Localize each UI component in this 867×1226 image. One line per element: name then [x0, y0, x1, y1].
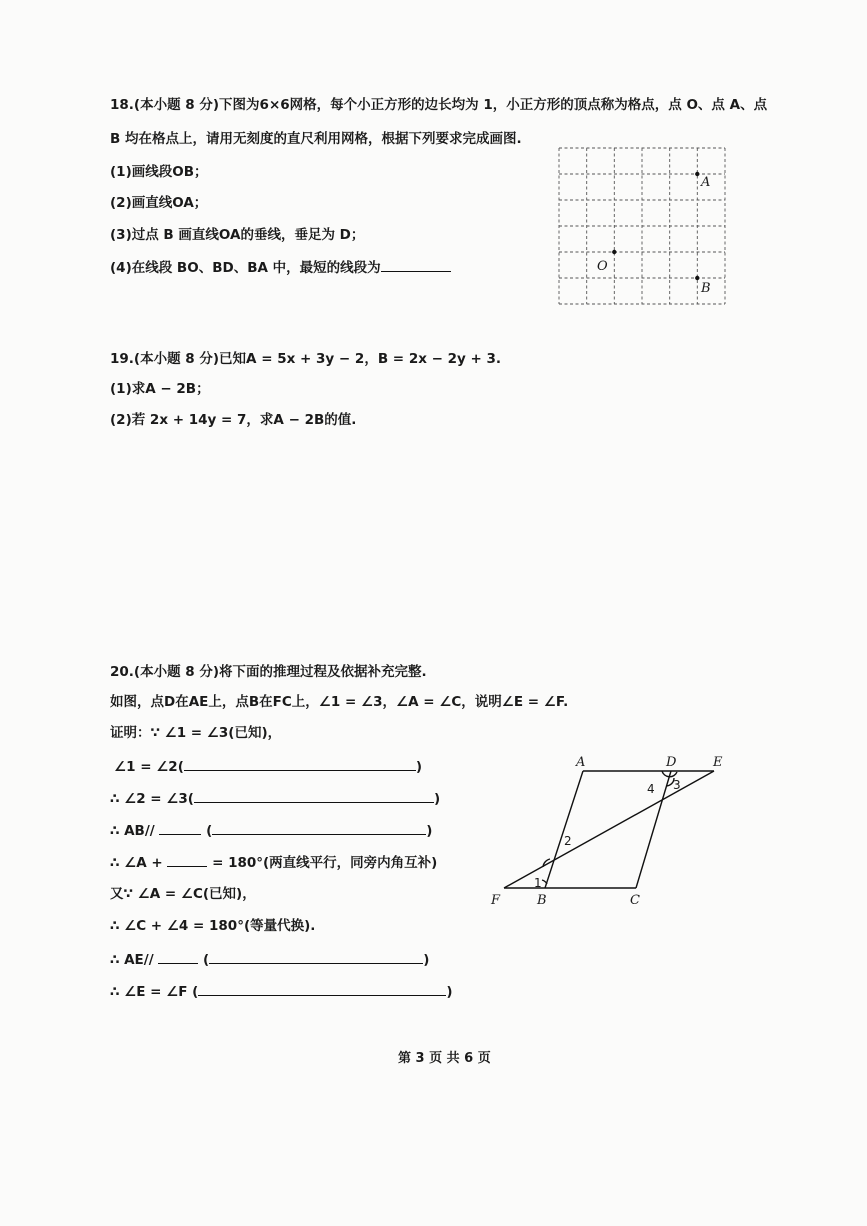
q18-item-1: (1)画线段OB； [110, 164, 208, 180]
page-number: 第 3 页 共 6 页 [398, 1051, 491, 1066]
answer-blank[interactable] [159, 821, 201, 835]
proof-line-1: 证明：∵ ∠1 = ∠3(已知)， [110, 725, 282, 741]
angle-4-label: 4 [647, 782, 655, 796]
q18-item-2: (2)画直线OA； [110, 195, 208, 211]
paren: ) [433, 791, 441, 807]
q18-line1: 18.(本小题 8 分)下图为6×6网格，每个小正方形的边长均为 1，小正方形的顶点称为格点，点 O、点 A、点 [110, 97, 768, 113]
proof-line-2-text: ∠1 = ∠2( [114, 759, 184, 775]
paren: ) [426, 823, 433, 839]
paren: ) [423, 952, 430, 968]
angle-2-label: 2 [564, 834, 572, 848]
proof-line-8 [110, 950, 429, 969]
proof-line-2 [114, 757, 422, 776]
grid-figure [559, 148, 727, 308]
answer-blank[interactable] [158, 950, 198, 964]
q20-line1: 20.(本小题 8 分)将下面的推理过程及依据补充完整. [110, 664, 427, 680]
answer-blank[interactable] [194, 789, 434, 803]
point-b-dot [695, 276, 699, 280]
angle-1-label: 1 [534, 876, 542, 890]
paren: ) [446, 984, 453, 1000]
point-o-dot [612, 250, 616, 254]
q19-item-1: (1)求A − 2B； [110, 381, 210, 397]
proof-line-5-text: ∴ ∠A + [110, 855, 163, 871]
angle-3-label: 3 [673, 778, 681, 792]
paren: ( [206, 823, 213, 839]
answer-blank[interactable] [381, 258, 451, 272]
proof-line-9-text: ∴ ∠E = ∠F ( [110, 984, 199, 1000]
proof-line-5 [110, 853, 437, 872]
point-a-label: A [701, 175, 711, 190]
vertex-b-label: B [537, 893, 547, 908]
proof-line-4-text: ∴ AB// [110, 823, 155, 839]
vertex-c-label: C [630, 893, 640, 908]
q20-line2: 如图，点D在AE上，点B在FC上，∠1 = ∠3，∠A = ∠C，说明∠E = ∠F. [110, 694, 569, 710]
answer-blank[interactable] [184, 757, 416, 771]
q19-line1: 19.(本小题 8 分)已知A = 5x + 3y − 2，B = 2x − 2y + 3. [110, 351, 502, 367]
proof-line-6: 又∵ ∠A = ∠C(已知)， [110, 886, 256, 902]
q18-item-3: (3)过点 B 画直线OA的垂线，垂足为 D； [110, 227, 365, 243]
proof-line-7: ∴ ∠C + ∠4 = 180°(等量代换). [110, 918, 316, 934]
proof-line-3 [110, 789, 440, 808]
point-b-label: B [701, 281, 711, 296]
proof-line-4 [110, 821, 432, 840]
proof-line-8-text: ∴ AE// [110, 952, 154, 968]
q18-item-4 [110, 258, 451, 277]
proof-line-5-reason: = 180°(两直线平行，同旁内角互补) [212, 855, 438, 871]
parallelogram-figure [490, 752, 730, 912]
vertex-e-label: E [713, 755, 723, 770]
point-o-label: O [597, 259, 608, 274]
paren: ( [203, 952, 210, 968]
vertex-a-label: A [576, 755, 586, 770]
q18-line2: B 均在格点上，请用无刻度的直尺利用网格，根据下列要求完成画图. [110, 131, 522, 147]
paren: ) [415, 759, 423, 775]
proof-line-3-text: ∴ ∠2 = ∠3( [110, 791, 194, 807]
answer-blank[interactable] [167, 853, 207, 867]
vertex-d-label: D [666, 755, 677, 770]
proof-line-9 [110, 982, 453, 1001]
answer-blank[interactable] [212, 821, 426, 835]
answer-blank[interactable] [198, 982, 446, 996]
q19-item-2: (2)若 2x + 14y = 7，求A − 2B的值. [110, 412, 357, 428]
vertex-f-label: F [491, 893, 501, 908]
q18-item-4-text: (4)在线段 BO、BD、BA 中，最短的线段为 [110, 260, 381, 276]
point-a-dot [695, 172, 699, 176]
answer-blank[interactable] [209, 950, 423, 964]
